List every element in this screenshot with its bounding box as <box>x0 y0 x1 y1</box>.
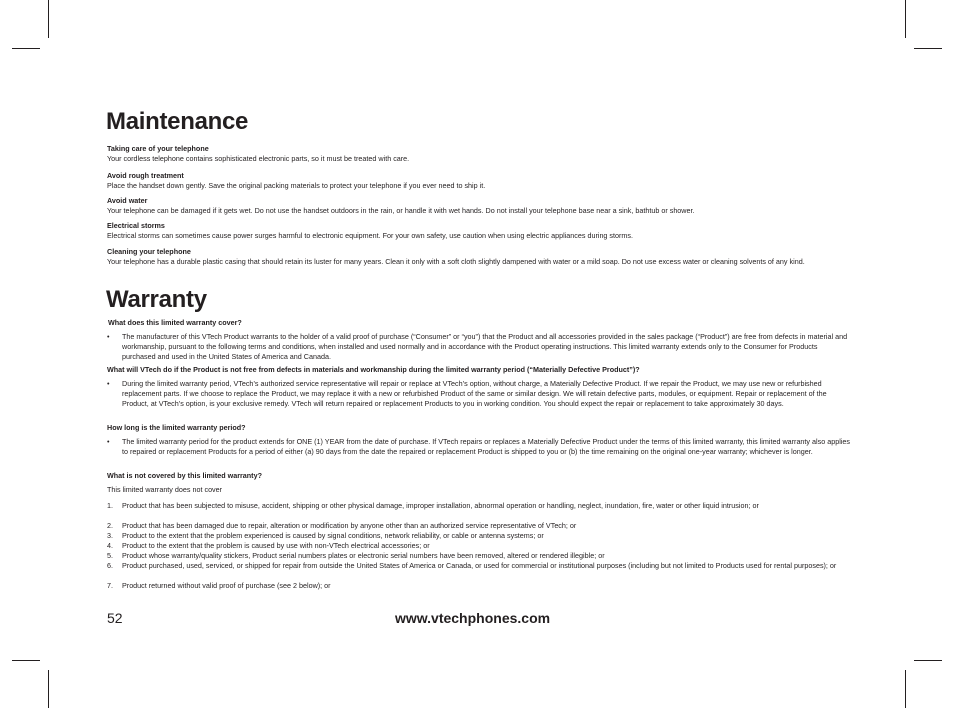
bullet: • <box>107 379 110 388</box>
warranty-q4-intro: This limited warranty does not cover <box>107 485 223 494</box>
list-item <box>107 541 852 551</box>
warranty-q3-item <box>107 437 852 457</box>
section-body: Your cordless telephone contains sophisticated electronic parts, so it must be treated with care. <box>107 153 410 163</box>
maintenance-section <box>107 171 827 191</box>
crop-mark <box>905 670 906 708</box>
footer-url: www.vtechphones.com <box>395 610 551 626</box>
list-number: 1. <box>107 501 113 510</box>
warranty-q2-heading: What will VTech do if the Product is not free from defects in materials and workmanship during the limited warranty period (“Materially Defective Product”)? <box>107 365 640 374</box>
list-text: Product purchased, used, serviced, or shipped for repair from outside the United States of America or Canada, or used for commercial or institutional purposes (including but not limited to Products used for rental purposes); or <box>122 561 837 570</box>
list-item <box>107 561 852 571</box>
list-text: Product to the extent that the problem is caused by use with non-VTech electrical accessories; or <box>122 541 430 550</box>
list-text: Product that has been damaged due to repair, alteration or modification by anyone other than an authorized service representative of VTech; or <box>122 521 577 530</box>
warranty-q1-item <box>107 332 852 362</box>
maintenance-section <box>107 196 827 216</box>
page-number: 52 <box>107 610 123 626</box>
section-heading: Taking care of your telephone <box>107 144 209 153</box>
list-text: Product returned without valid proof of purchase (see 2 below); or <box>122 581 331 590</box>
crop-mark <box>12 48 40 49</box>
warranty-q3-heading: How long is the limited warranty period? <box>107 423 246 432</box>
section-body: Place the handset down gently. Save the original packing materials to protect your telephone if you ever need to ship it. <box>107 180 486 190</box>
section-heading: Avoid water <box>107 196 148 205</box>
item-text: During the limited warranty period, VTech’s authorized service representative will repair or replace at VTech’s option, without charge, a Materially Defective Product. If we repair the Product, we may use new or refurbished replacement parts. If we choose to replace the Product, we may replace it with a new or refurbished Product of the same or similar design. We will retain defective parts, modules, or equipment. Repair or replacement of the Product, at VTech’s option, is your exclusive remedy. VTech will return repaired or replacement Products to you in working condition. You should expect the repair or replacement to take approximately 30 days. <box>122 379 827 408</box>
list-item <box>107 521 852 531</box>
section-body: Your telephone has a durable plastic casing that should retain its luster for many years. Clean it only with a soft cloth slightly dampened with water or a mild soap. Do not use excess water or cleaning solvents of any kind. <box>107 256 805 266</box>
item-text: The limited warranty period for the product extends for ONE (1) YEAR from the date of purchase. If VTech repairs or replaces a Materially Defective Product under the terms of this limited warranty, this limited warranty also applies to repaired or replacement Products for a period of either (a) 90 days from the date the repaired or replacement Product is shipped to you or (b) the time remaining on the original one-year warranty; whichever is longer. <box>122 437 850 456</box>
crop-mark <box>48 670 49 708</box>
list-number: 2. <box>107 521 113 530</box>
crop-mark <box>914 660 942 661</box>
crop-mark <box>905 0 906 38</box>
section-heading: Avoid rough treatment <box>107 171 184 180</box>
crop-mark <box>48 0 49 38</box>
list-text: Product whose warranty/quality stickers, Product serial numbers plates or electronic serial numbers have been removed, altered or rendered illegible; or <box>122 551 605 560</box>
bullet: • <box>107 437 110 446</box>
item-text: The manufacturer of this VTech Product warrants to the holder of a valid proof of purchase (“Consumer” or “you”) that the Product and all accessories provided in the sales package (“Product”) are free from defects in material and workmanship, pursuant to the following terms and conditions, when installed and used normally and in accordance with the Product operating instructions. This limited warranty extends only to the Consumer for Products purchased and used in the United States of America and Canada. <box>122 332 848 361</box>
list-number: 5. <box>107 551 113 560</box>
list-number: 4. <box>107 541 113 550</box>
list-number: 3. <box>107 531 113 540</box>
maintenance-section <box>107 221 827 241</box>
warranty-title: Warranty <box>106 286 207 313</box>
list-text: Product that has been subjected to misuse, accident, shipping or other physical damage, improper installation, abnormal operation or handling, neglect, inundation, fire, water or other liquid intrusion; or <box>122 501 759 510</box>
maintenance-section <box>107 247 827 267</box>
section-heading: Electrical storms <box>107 221 165 230</box>
list-number: 6. <box>107 561 113 570</box>
crop-mark <box>12 660 40 661</box>
warranty-q2-item <box>107 379 852 409</box>
list-item <box>107 501 852 511</box>
list-item <box>107 551 852 561</box>
list-text: Product to the extent that the problem experienced is caused by signal conditions, network reliability, or cable or antenna systems; or <box>122 531 544 540</box>
list-number: 7. <box>107 581 113 590</box>
section-heading: Cleaning your telephone <box>107 247 191 256</box>
section-body: Electrical storms can sometimes cause power surges harmful to electronic equipment. For your own safety, use caution when using electric appliances during storms. <box>107 230 633 240</box>
crop-mark <box>914 48 942 49</box>
section-body: Your telephone can be damaged if it gets wet. Do not use the handset outdoors in the rain, or handle it with wet hands. Do not install your telephone base near a sink, bathtub or shower. <box>107 205 695 215</box>
bullet: • <box>107 332 110 341</box>
maintenance-title: Maintenance <box>106 108 249 135</box>
warranty-q4-heading: What is not covered by this limited warranty? <box>107 471 262 480</box>
list-item <box>107 531 852 541</box>
warranty-q1-heading: What does this limited warranty cover? <box>108 318 242 327</box>
list-item <box>107 581 852 591</box>
maintenance-section <box>107 144 827 164</box>
